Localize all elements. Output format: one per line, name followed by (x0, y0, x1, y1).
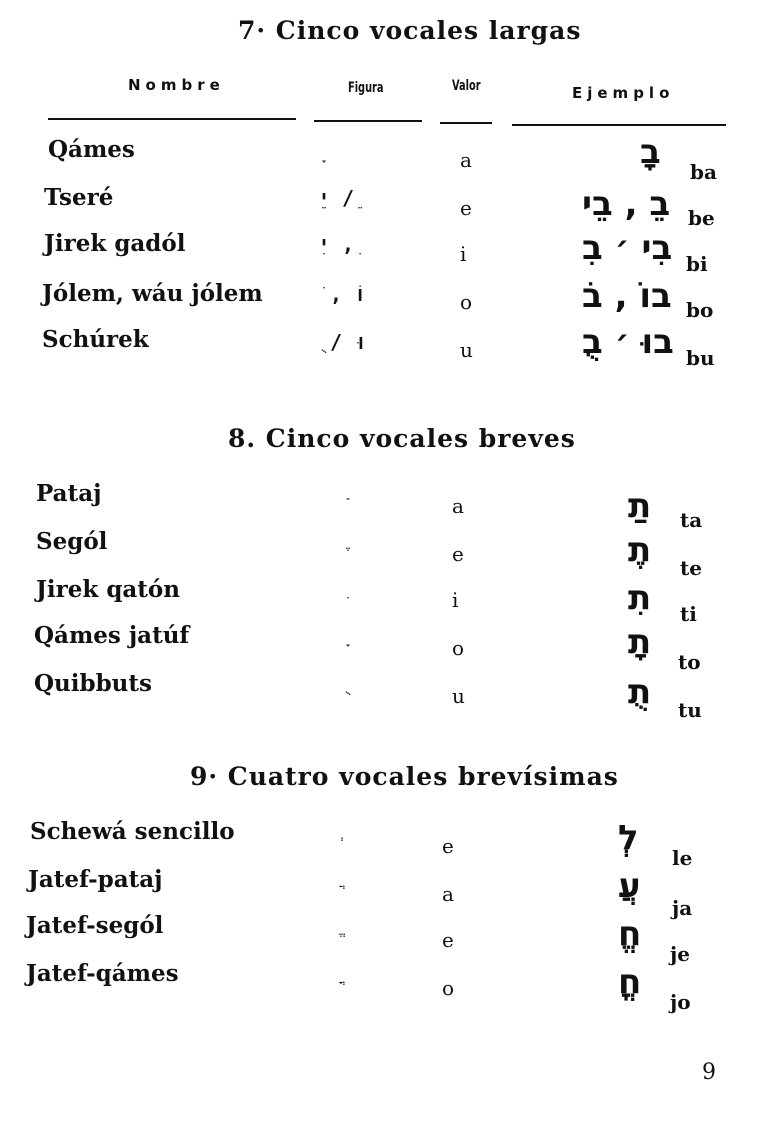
section-9-title: 9· Cuatro vocales brevísimas (190, 762, 619, 791)
row-translit: bo (686, 298, 714, 322)
row-translit: le (672, 846, 693, 870)
header-figura: Figura (348, 80, 384, 96)
row-name: Qámes (48, 136, 135, 163)
row-translit: jo (670, 990, 691, 1014)
row-translit: be (688, 206, 715, 230)
row-name: Jirek gadól (44, 230, 186, 257)
row-name: Jirek qatón (36, 576, 180, 603)
row-translit: je (670, 942, 690, 966)
row-name: Schúrek (42, 326, 149, 353)
section-7-title: 7· Cinco vocales largas (238, 16, 582, 45)
row-name: Qámes jatúf (34, 622, 190, 649)
row-value: e (442, 928, 454, 952)
row-example: בֵ , בֵי (582, 184, 671, 224)
row-example: תִ (628, 578, 652, 618)
row-name: Jatef-qámes (26, 960, 179, 987)
row-example: תַ (628, 486, 652, 526)
page-number: 9 (702, 1060, 716, 1085)
header-rule-ejemplo (512, 124, 726, 126)
row-name: Pataj (36, 480, 102, 507)
row-name: Jatef-segól (26, 912, 164, 939)
row-figure: ֵי / ֵ (318, 186, 367, 210)
header-rule-valor (440, 122, 492, 124)
row-example: עֲ (618, 866, 641, 906)
header-rule-figura (314, 120, 422, 122)
row-translit: ba (690, 160, 717, 184)
row-translit: to (678, 650, 701, 674)
row-translit: te (680, 556, 702, 580)
row-translit: tu (678, 698, 702, 722)
row-example: תֻ (628, 672, 652, 712)
row-example: בוּ ׳ בֻ (582, 322, 674, 362)
row-value: e (442, 834, 454, 858)
row-value: u (452, 684, 465, 708)
row-example: לְ (618, 818, 639, 858)
header-nombre: Nombre (128, 76, 225, 94)
row-example: בָ (640, 132, 661, 172)
row-value: a (460, 148, 472, 172)
row-example: חֱ (618, 914, 642, 954)
row-value: a (452, 494, 464, 518)
row-value: o (442, 976, 455, 1000)
row-figure: ֻ / וּ (318, 330, 367, 354)
row-figure: ֹ , וֹ (318, 282, 367, 306)
row-value: a (442, 882, 454, 906)
row-example: תֶ (628, 530, 652, 570)
section-8-title: 8. Cinco vocales breves (228, 424, 576, 453)
row-name: Schewá sencillo (30, 818, 235, 845)
row-value: i (452, 588, 459, 612)
row-value: o (452, 636, 465, 660)
row-figure: ִי , ִ (318, 232, 367, 256)
row-translit: ta (680, 508, 703, 532)
row-example: חֳ (618, 962, 642, 1002)
row-name: Tseré (44, 184, 114, 211)
row-value: o (460, 290, 473, 314)
row-translit: bi (686, 252, 708, 276)
row-example: בוֹ , בֹ (582, 276, 672, 316)
row-value: i (460, 242, 467, 266)
row-name: Segól (36, 528, 108, 555)
header-valor: Valor (452, 78, 481, 94)
row-example: בִי ׳ בִ (582, 228, 673, 268)
row-value: u (460, 338, 473, 362)
row-value: e (460, 196, 472, 220)
row-name: Jatef-pataj (28, 866, 163, 893)
row-example: תָ (628, 622, 652, 662)
header-ejemplo: Ejemplo (572, 84, 675, 102)
row-translit: ti (680, 602, 697, 626)
row-translit: ja (672, 896, 693, 920)
row-name: Quibbuts (34, 670, 152, 697)
header-rule-nombre (48, 118, 296, 120)
row-translit: bu (686, 346, 715, 370)
row-name: Jólem, wáu jólem (42, 280, 263, 307)
row-value: e (452, 542, 464, 566)
